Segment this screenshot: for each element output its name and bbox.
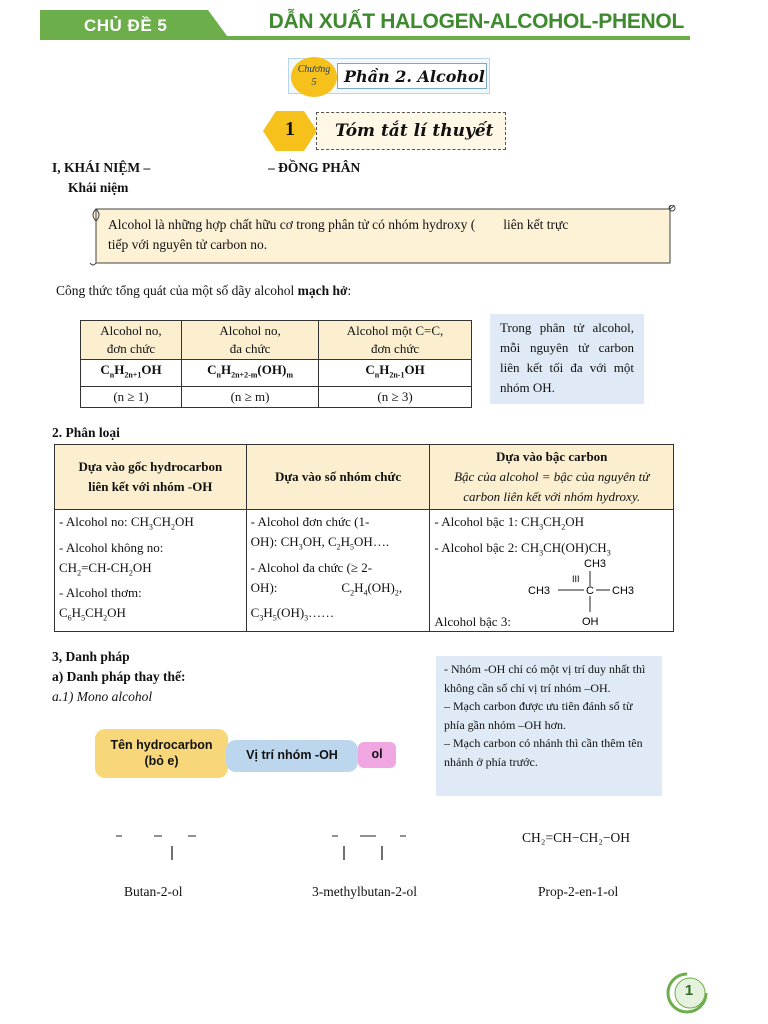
section-title: Tóm tắt lí thuyết [335, 121, 494, 141]
heading-danh-phap: 3, Danh pháp [52, 649, 130, 664]
header-title: DẪN XUẤT HALOGEN-ALCOHOL-PHENOL [268, 10, 684, 33]
table-header-cell: Dựa vào gốc hydrocarbon liên kết với nhóm -OH [55, 445, 247, 510]
table-cell: - Alcohol đơn chức (1- OH): $CH_3OH$, $C_2H_5OH\dots$. - Alcohol đa chức (≥ 2- OH): $C_2H_4(OH)_2$, $C_3H_5(OH)_3\dots\dots$ [246, 510, 430, 632]
condition-cell: (n ≥ 3) [319, 386, 472, 407]
formula-table [80, 320, 472, 408]
table-header-cell: Alcohol no, đa chức [181, 321, 318, 360]
table-header-cell: Dựa vào bậc carbon Bậc của alcohol = bậc của nguyên tử carbon liên kết với nhóm hydroxy. [430, 445, 674, 510]
subheading-khai-niem: Khái niệm [68, 180, 129, 195]
example-name: Butan-2-ol [124, 884, 183, 899]
struct-right: CH3 [612, 585, 635, 597]
tertiary-label: Alcohol bậc 3: [434, 614, 511, 629]
struct-mark: III [572, 574, 580, 584]
page-header [40, 6, 690, 46]
part-box [288, 58, 490, 94]
hydrocarbon-name-pill: Tên hydrocarbon (bỏ e) [95, 729, 228, 778]
condition-cell: (n ≥ m) [181, 386, 318, 407]
section-title-box [316, 112, 506, 150]
struct-center: C [586, 585, 595, 597]
section-number: 1 [285, 118, 295, 140]
table-header-cell: Dựa vào số nhóm chức [246, 445, 430, 510]
definition-text: Alcohol là những hợp chất hữu cơ trong phân tử có nhóm hydroxy ( liên kết trực tiếp với nguyên tử carbon no. [108, 217, 569, 252]
formula-intro: Công thức tổng quát của một số dãy alcohol mạch hở: [56, 283, 352, 298]
chapter-badge: Chương 5 [291, 57, 337, 97]
example-propenol-formula: CH₂=CH−CH₂−OH [522, 830, 631, 845]
subheading-thay-the: a) Danh pháp thay thế: [52, 669, 186, 684]
table-header-cell: Alcohol no, đơn chức [81, 321, 182, 360]
example-butan-2-ol-structure [110, 826, 210, 862]
ol-suffix-pill: ol [358, 742, 396, 768]
example-name: Prop-2-en-1-ol [538, 884, 619, 899]
example-name: 3-methylbutan-2-ol [312, 884, 417, 899]
heading-khai-niem: I, KHÁI NIỆM – [52, 160, 151, 175]
table-cell: - Alcohol no: $CH_3CH_2OH$ - Alcohol không no: $CH_2=CH-CH_2OH$ - Alcohol thơm: $C_6H_5CH_2OH$ [55, 510, 247, 632]
topic-label: CHỦ ĐỀ 5 [84, 16, 168, 35]
struct-left: CH3 [528, 585, 551, 597]
nomenclature-note: - Nhóm -OH chỉ có một vị trí duy nhất thì không cần số chỉ vị trí nhóm –OH. – Mạch carbon được ưu tiên đánh số từ phía gần nhóm –OH hơn. – Mạch carbon có nhánh thì cần thêm tên nhánh ở phía trước. [436, 656, 662, 796]
example-methylbutanol-structure [326, 826, 416, 862]
part-title-box [337, 63, 487, 89]
formula-cell: $C_nH_{2n-1}OH$ [319, 360, 472, 387]
classification-table [54, 444, 674, 632]
heading-dong-phan: – ĐỒNG PHÂN [268, 160, 361, 175]
note-box: Trong phân tử alcohol, mỗi nguyên tử carbon liên kết tối đa với một nhóm OH. [490, 314, 644, 404]
oh-position-pill: Vị trí nhóm -OH [226, 740, 358, 772]
subheading-mono: a.1) Mono alcohol [52, 689, 153, 704]
tertiary-alcohol-structure [526, 554, 666, 636]
struct-top: CH3 [584, 558, 607, 570]
table-cell: - Alcohol bậc 1: $CH_3CH_2OH$ - Alcohol bậc 2: $CH_3CH(OH)CH_3$ CH3 III CH3 C CH3 OH Alcohol bậc 3: [430, 510, 674, 632]
table-header-cell: Alcohol một C=C, đơn chức [319, 321, 472, 360]
struct-bottom: OH [582, 616, 599, 628]
heading-phan-loai: 2. Phân loại [52, 425, 120, 440]
part-title: Phần 2. Alcohol [344, 67, 485, 86]
formula-cell: $C_nH_{2n+2-m}(OH)_m$ [181, 360, 318, 387]
condition-cell: (n ≥ 1) [81, 386, 182, 407]
formula-cell: $C_nH_{2n+1}OH$ [81, 360, 182, 387]
page-number: 1 [684, 982, 694, 999]
